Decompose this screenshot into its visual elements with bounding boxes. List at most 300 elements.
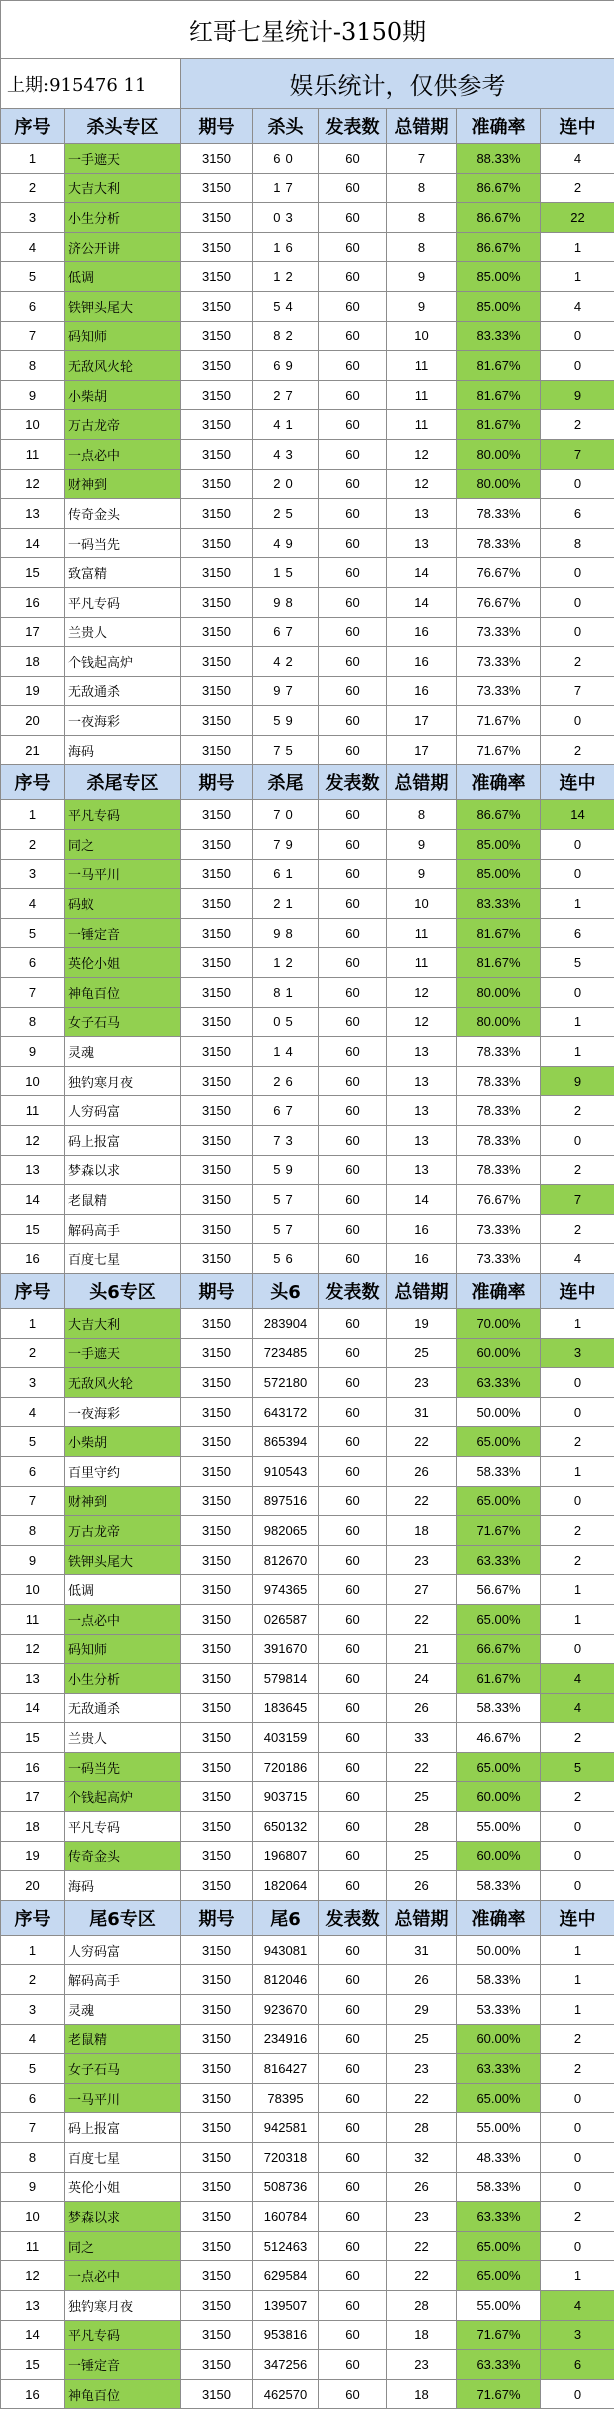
code-value: 61 bbox=[253, 859, 319, 889]
expert-name: 财神到 bbox=[65, 469, 181, 499]
header-issue: 期号 bbox=[181, 1900, 253, 1935]
table-row bbox=[1, 647, 614, 677]
accuracy-rate: 78.33% bbox=[457, 528, 541, 558]
issue-number: 3150 bbox=[181, 2231, 253, 2261]
error-count: 12 bbox=[387, 469, 457, 499]
error-count: 22 bbox=[387, 1752, 457, 1782]
table-row bbox=[1, 1037, 614, 1067]
win-streak: 2 bbox=[541, 173, 614, 203]
header-count: 发表数 bbox=[319, 765, 387, 800]
row-number: 2 bbox=[1, 1338, 65, 1368]
accuracy-rate: 85.00% bbox=[457, 859, 541, 889]
issue-number: 3150 bbox=[181, 232, 253, 262]
row-number: 8 bbox=[1, 2143, 65, 2173]
table-row bbox=[1, 735, 614, 765]
accuracy-rate: 50.00% bbox=[457, 1397, 541, 1427]
issue-number: 3150 bbox=[181, 1812, 253, 1842]
table-row bbox=[1, 859, 614, 889]
issue-number: 3150 bbox=[181, 1214, 253, 1244]
post-count: 60 bbox=[319, 800, 387, 830]
post-count: 60 bbox=[319, 617, 387, 647]
header-errors: 总错期 bbox=[387, 765, 457, 800]
accuracy-rate: 85.00% bbox=[457, 262, 541, 292]
issue-number: 3150 bbox=[181, 676, 253, 706]
issue-number: 3150 bbox=[181, 1185, 253, 1215]
table-body bbox=[1, 1, 614, 2409]
error-count: 11 bbox=[387, 918, 457, 948]
row-number: 11 bbox=[1, 2231, 65, 2261]
expert-name: 海码 bbox=[65, 1871, 181, 1901]
issue-number: 3150 bbox=[181, 2083, 253, 2113]
header-accuracy: 准确率 bbox=[457, 109, 541, 144]
row-number: 5 bbox=[1, 262, 65, 292]
row-number: 10 bbox=[1, 2202, 65, 2232]
post-count: 60 bbox=[319, 2083, 387, 2113]
row-number: 11 bbox=[1, 439, 65, 469]
table-row bbox=[1, 1841, 614, 1871]
error-count: 12 bbox=[387, 978, 457, 1008]
issue-number: 3150 bbox=[181, 558, 253, 588]
error-count: 26 bbox=[387, 1456, 457, 1486]
code-value: 391670 bbox=[253, 1634, 319, 1664]
issue-number: 3150 bbox=[181, 173, 253, 203]
expert-name: 大吉大利 bbox=[65, 173, 181, 203]
error-count: 8 bbox=[387, 203, 457, 233]
error-count: 25 bbox=[387, 1782, 457, 1812]
table-row bbox=[1, 978, 614, 1008]
accuracy-rate: 76.67% bbox=[457, 558, 541, 588]
win-streak: 2 bbox=[541, 1427, 614, 1457]
post-count: 60 bbox=[319, 469, 387, 499]
code-value: 98 bbox=[253, 918, 319, 948]
code-value: 812670 bbox=[253, 1545, 319, 1575]
table-row bbox=[1, 2350, 614, 2380]
code-value: 403159 bbox=[253, 1723, 319, 1753]
expert-name: 一夜海彩 bbox=[65, 706, 181, 736]
accuracy-rate: 85.00% bbox=[457, 291, 541, 321]
expert-name: 一手遮天 bbox=[65, 144, 181, 174]
accuracy-rate: 85.00% bbox=[457, 830, 541, 860]
row-number: 10 bbox=[1, 1575, 65, 1605]
section-header-row bbox=[1, 109, 614, 144]
row-number: 21 bbox=[1, 735, 65, 765]
issue-number: 3150 bbox=[181, 1456, 253, 1486]
expert-name: 女子石马 bbox=[65, 1007, 181, 1037]
row-number: 6 bbox=[1, 948, 65, 978]
table-row bbox=[1, 1812, 614, 1842]
post-count: 60 bbox=[319, 203, 387, 233]
error-count: 8 bbox=[387, 173, 457, 203]
expert-name: 一夜海彩 bbox=[65, 1397, 181, 1427]
accuracy-rate: 65.00% bbox=[457, 2261, 541, 2291]
header-zone: 杀尾专区 bbox=[65, 765, 181, 800]
win-streak: 7 bbox=[541, 1185, 614, 1215]
code-value: 974365 bbox=[253, 1575, 319, 1605]
issue-number: 3150 bbox=[181, 735, 253, 765]
row-number: 4 bbox=[1, 232, 65, 262]
error-count: 11 bbox=[387, 948, 457, 978]
row-number: 13 bbox=[1, 1155, 65, 1185]
row-number: 8 bbox=[1, 1007, 65, 1037]
code-value: 347256 bbox=[253, 2350, 319, 2380]
accuracy-rate: 60.00% bbox=[457, 1841, 541, 1871]
error-count: 10 bbox=[387, 889, 457, 919]
header-no: 序号 bbox=[1, 109, 65, 144]
expert-name: 独钓寒月夜 bbox=[65, 1066, 181, 1096]
table-row bbox=[1, 2113, 614, 2143]
table-row bbox=[1, 2231, 614, 2261]
expert-name: 梦森以求 bbox=[65, 2202, 181, 2232]
accuracy-rate: 58.33% bbox=[457, 2172, 541, 2202]
post-count: 60 bbox=[319, 587, 387, 617]
accuracy-rate: 88.33% bbox=[457, 144, 541, 174]
accuracy-rate: 46.67% bbox=[457, 1723, 541, 1753]
error-count: 27 bbox=[387, 1575, 457, 1605]
expert-name: 财神到 bbox=[65, 1486, 181, 1516]
win-streak: 0 bbox=[541, 469, 614, 499]
expert-name: 一马平川 bbox=[65, 859, 181, 889]
win-streak: 0 bbox=[541, 558, 614, 588]
expert-name: 一手遮天 bbox=[65, 1338, 181, 1368]
error-count: 21 bbox=[387, 1634, 457, 1664]
post-count: 60 bbox=[319, 676, 387, 706]
post-count: 60 bbox=[319, 1995, 387, 2025]
table-row bbox=[1, 321, 614, 351]
expert-name: 一锤定音 bbox=[65, 918, 181, 948]
header-code: 杀头 bbox=[253, 109, 319, 144]
code-value: 196807 bbox=[253, 1841, 319, 1871]
row-number: 10 bbox=[1, 410, 65, 440]
table-row bbox=[1, 1516, 614, 1546]
error-count: 13 bbox=[387, 1096, 457, 1126]
error-count: 13 bbox=[387, 1155, 457, 1185]
header-code: 杀尾 bbox=[253, 765, 319, 800]
post-count: 60 bbox=[319, 1664, 387, 1694]
issue-number: 3150 bbox=[181, 469, 253, 499]
row-number: 20 bbox=[1, 1871, 65, 1901]
code-value: 81 bbox=[253, 978, 319, 1008]
accuracy-rate: 71.67% bbox=[457, 2379, 541, 2409]
row-number: 13 bbox=[1, 2290, 65, 2320]
win-streak: 2 bbox=[541, 2054, 614, 2084]
code-value: 16 bbox=[253, 232, 319, 262]
post-count: 60 bbox=[319, 647, 387, 677]
win-streak: 0 bbox=[541, 2231, 614, 2261]
row-number: 1 bbox=[1, 1308, 65, 1338]
win-streak: 0 bbox=[541, 1812, 614, 1842]
accuracy-rate: 60.00% bbox=[457, 2024, 541, 2054]
post-count: 60 bbox=[319, 978, 387, 1008]
post-count: 60 bbox=[319, 1007, 387, 1037]
accuracy-rate: 81.67% bbox=[457, 351, 541, 381]
code-value: 54 bbox=[253, 291, 319, 321]
expert-name: 码上报富 bbox=[65, 2113, 181, 2143]
win-streak: 9 bbox=[541, 380, 614, 410]
error-count: 14 bbox=[387, 558, 457, 588]
win-streak: 1 bbox=[541, 1575, 614, 1605]
error-count: 11 bbox=[387, 351, 457, 381]
win-streak: 2 bbox=[541, 1782, 614, 1812]
error-count: 22 bbox=[387, 1427, 457, 1457]
title-row bbox=[1, 1, 614, 59]
post-count: 60 bbox=[319, 528, 387, 558]
win-streak: 0 bbox=[541, 2143, 614, 2173]
issue-number: 3150 bbox=[181, 2024, 253, 2054]
post-count: 60 bbox=[319, 173, 387, 203]
code-value: 57 bbox=[253, 1185, 319, 1215]
code-value: 26 bbox=[253, 1066, 319, 1096]
win-streak: 0 bbox=[541, 1841, 614, 1871]
issue-number: 3150 bbox=[181, 647, 253, 677]
error-count: 25 bbox=[387, 1841, 457, 1871]
accuracy-rate: 78.33% bbox=[457, 1037, 541, 1067]
error-count: 19 bbox=[387, 1308, 457, 1338]
win-streak: 1 bbox=[541, 889, 614, 919]
issue-number: 3150 bbox=[181, 1871, 253, 1901]
post-count: 60 bbox=[319, 380, 387, 410]
expert-name: 小柴胡 bbox=[65, 380, 181, 410]
error-count: 22 bbox=[387, 1486, 457, 1516]
row-number: 19 bbox=[1, 676, 65, 706]
accuracy-rate: 58.33% bbox=[457, 1871, 541, 1901]
issue-row bbox=[1, 59, 614, 109]
accuracy-rate: 76.67% bbox=[457, 587, 541, 617]
table-row bbox=[1, 2202, 614, 2232]
expert-name: 英伦小姐 bbox=[65, 948, 181, 978]
issue-number: 3150 bbox=[181, 1841, 253, 1871]
post-count: 60 bbox=[319, 1155, 387, 1185]
issue-number: 3150 bbox=[181, 948, 253, 978]
code-value: 03 bbox=[253, 203, 319, 233]
post-count: 60 bbox=[319, 1604, 387, 1634]
code-value: 579814 bbox=[253, 1664, 319, 1694]
post-count: 60 bbox=[319, 1096, 387, 1126]
expert-name: 低调 bbox=[65, 262, 181, 292]
post-count: 60 bbox=[319, 2172, 387, 2202]
post-count: 60 bbox=[319, 2320, 387, 2350]
code-value: 57 bbox=[253, 1214, 319, 1244]
error-count: 13 bbox=[387, 1126, 457, 1156]
table-row bbox=[1, 918, 614, 948]
win-streak: 2 bbox=[541, 1723, 614, 1753]
accuracy-rate: 78.33% bbox=[457, 499, 541, 529]
win-streak: 4 bbox=[541, 291, 614, 321]
row-number: 7 bbox=[1, 1486, 65, 1516]
win-streak: 7 bbox=[541, 676, 614, 706]
row-number: 3 bbox=[1, 203, 65, 233]
expert-name: 解码高手 bbox=[65, 1965, 181, 1995]
row-number: 7 bbox=[1, 2113, 65, 2143]
row-number: 18 bbox=[1, 647, 65, 677]
code-value: 572180 bbox=[253, 1368, 319, 1398]
issue-number: 3150 bbox=[181, 2202, 253, 2232]
error-count: 12 bbox=[387, 1007, 457, 1037]
error-count: 10 bbox=[387, 321, 457, 351]
post-count: 60 bbox=[319, 1126, 387, 1156]
disclaimer-note: 娱乐统计，仅供参考 bbox=[181, 59, 614, 109]
win-streak: 0 bbox=[541, 1486, 614, 1516]
error-count: 24 bbox=[387, 1664, 457, 1694]
issue-number: 3150 bbox=[181, 321, 253, 351]
error-count: 25 bbox=[387, 1338, 457, 1368]
issue-number: 3150 bbox=[181, 1244, 253, 1274]
win-streak: 7 bbox=[541, 439, 614, 469]
table-row bbox=[1, 351, 614, 381]
expert-name: 一码当先 bbox=[65, 528, 181, 558]
table-row bbox=[1, 706, 614, 736]
table-row bbox=[1, 587, 614, 617]
code-value: 910543 bbox=[253, 1456, 319, 1486]
table-row bbox=[1, 1693, 614, 1723]
expert-name: 小生分析 bbox=[65, 203, 181, 233]
accuracy-rate: 63.33% bbox=[457, 2054, 541, 2084]
error-count: 33 bbox=[387, 1723, 457, 1753]
post-count: 60 bbox=[319, 1516, 387, 1546]
win-streak: 3 bbox=[541, 1338, 614, 1368]
accuracy-rate: 50.00% bbox=[457, 1935, 541, 1965]
code-value: 723485 bbox=[253, 1338, 319, 1368]
row-number: 9 bbox=[1, 2172, 65, 2202]
error-count: 8 bbox=[387, 800, 457, 830]
win-streak: 0 bbox=[541, 617, 614, 647]
win-streak: 0 bbox=[541, 2113, 614, 2143]
row-number: 19 bbox=[1, 1841, 65, 1871]
accuracy-rate: 81.67% bbox=[457, 918, 541, 948]
expert-name: 小生分析 bbox=[65, 1664, 181, 1694]
expert-name: 铁钾头尾大 bbox=[65, 1545, 181, 1575]
expert-name: 一点必中 bbox=[65, 439, 181, 469]
row-number: 14 bbox=[1, 1185, 65, 1215]
win-streak: 2 bbox=[541, 1096, 614, 1126]
code-value: 512463 bbox=[253, 2231, 319, 2261]
win-streak: 0 bbox=[541, 2379, 614, 2409]
issue-number: 3150 bbox=[181, 1545, 253, 1575]
header-count: 发表数 bbox=[319, 1273, 387, 1308]
expert-name: 传奇金头 bbox=[65, 1841, 181, 1871]
header-accuracy: 准确率 bbox=[457, 1900, 541, 1935]
row-number: 11 bbox=[1, 1096, 65, 1126]
issue-number: 3150 bbox=[181, 2261, 253, 2291]
error-count: 23 bbox=[387, 2054, 457, 2084]
issue-number: 3150 bbox=[181, 1575, 253, 1605]
table-row bbox=[1, 1155, 614, 1185]
post-count: 60 bbox=[319, 1545, 387, 1575]
post-count: 60 bbox=[319, 1935, 387, 1965]
table-row bbox=[1, 144, 614, 174]
expert-name: 一马平川 bbox=[65, 2083, 181, 2113]
accuracy-rate: 65.00% bbox=[457, 1486, 541, 1516]
expert-name: 一点必中 bbox=[65, 1604, 181, 1634]
post-count: 60 bbox=[319, 1752, 387, 1782]
accuracy-rate: 81.67% bbox=[457, 410, 541, 440]
code-value: 650132 bbox=[253, 1812, 319, 1842]
post-count: 60 bbox=[319, 1185, 387, 1215]
expert-name: 解码高手 bbox=[65, 1214, 181, 1244]
error-count: 11 bbox=[387, 380, 457, 410]
win-streak: 4 bbox=[541, 1693, 614, 1723]
error-count: 16 bbox=[387, 647, 457, 677]
win-streak: 0 bbox=[541, 351, 614, 381]
accuracy-rate: 78.33% bbox=[457, 1126, 541, 1156]
error-count: 16 bbox=[387, 617, 457, 647]
post-count: 60 bbox=[319, 1634, 387, 1664]
table-row bbox=[1, 1575, 614, 1605]
win-streak: 1 bbox=[541, 1604, 614, 1634]
post-count: 60 bbox=[319, 2231, 387, 2261]
issue-number: 3150 bbox=[181, 2143, 253, 2173]
header-streak: 连中 bbox=[541, 765, 614, 800]
expert-name: 码知师 bbox=[65, 1634, 181, 1664]
win-streak: 3 bbox=[541, 2320, 614, 2350]
post-count: 60 bbox=[319, 351, 387, 381]
error-count: 28 bbox=[387, 1812, 457, 1842]
post-count: 60 bbox=[319, 2379, 387, 2409]
header-streak: 连中 bbox=[541, 109, 614, 144]
issue-number: 3150 bbox=[181, 1308, 253, 1338]
expert-name: 百里守约 bbox=[65, 1456, 181, 1486]
error-count: 9 bbox=[387, 291, 457, 321]
post-count: 60 bbox=[319, 1244, 387, 1274]
error-count: 13 bbox=[387, 499, 457, 529]
win-streak: 4 bbox=[541, 2290, 614, 2320]
expert-name: 同之 bbox=[65, 2231, 181, 2261]
expert-name: 兰贵人 bbox=[65, 617, 181, 647]
code-value: 78395 bbox=[253, 2083, 319, 2113]
issue-number: 3150 bbox=[181, 410, 253, 440]
table-row bbox=[1, 1007, 614, 1037]
table-row bbox=[1, 1935, 614, 1965]
header-streak: 连中 bbox=[541, 1900, 614, 1935]
issue-number: 3150 bbox=[181, 439, 253, 469]
accuracy-rate: 58.33% bbox=[457, 1693, 541, 1723]
table-row bbox=[1, 1244, 614, 1274]
table-row bbox=[1, 1634, 614, 1664]
row-number: 9 bbox=[1, 1545, 65, 1575]
win-streak: 5 bbox=[541, 1752, 614, 1782]
expert-name: 一点必中 bbox=[65, 2261, 181, 2291]
error-count: 9 bbox=[387, 830, 457, 860]
row-number: 13 bbox=[1, 1664, 65, 1694]
table-row bbox=[1, 2083, 614, 2113]
expert-name: 独钓寒月夜 bbox=[65, 2290, 181, 2320]
accuracy-rate: 71.67% bbox=[457, 735, 541, 765]
table-row bbox=[1, 1456, 614, 1486]
post-count: 60 bbox=[319, 1965, 387, 1995]
post-count: 60 bbox=[319, 558, 387, 588]
win-streak: 0 bbox=[541, 2083, 614, 2113]
error-count: 13 bbox=[387, 528, 457, 558]
accuracy-rate: 73.33% bbox=[457, 1244, 541, 1274]
issue-number: 3150 bbox=[181, 1604, 253, 1634]
row-number: 5 bbox=[1, 918, 65, 948]
row-number: 16 bbox=[1, 1244, 65, 1274]
post-count: 60 bbox=[319, 1782, 387, 1812]
accuracy-rate: 70.00% bbox=[457, 1308, 541, 1338]
error-count: 16 bbox=[387, 1244, 457, 1274]
accuracy-rate: 78.33% bbox=[457, 1096, 541, 1126]
expert-name: 梦森以求 bbox=[65, 1155, 181, 1185]
accuracy-rate: 86.67% bbox=[457, 800, 541, 830]
code-value: 41 bbox=[253, 410, 319, 440]
header-issue: 期号 bbox=[181, 109, 253, 144]
accuracy-rate: 80.00% bbox=[457, 469, 541, 499]
row-number: 4 bbox=[1, 2024, 65, 2054]
win-streak: 0 bbox=[541, 1397, 614, 1427]
error-count: 31 bbox=[387, 1935, 457, 1965]
code-value: 15 bbox=[253, 558, 319, 588]
table-row bbox=[1, 2290, 614, 2320]
header-zone: 尾6专区 bbox=[65, 1900, 181, 1935]
